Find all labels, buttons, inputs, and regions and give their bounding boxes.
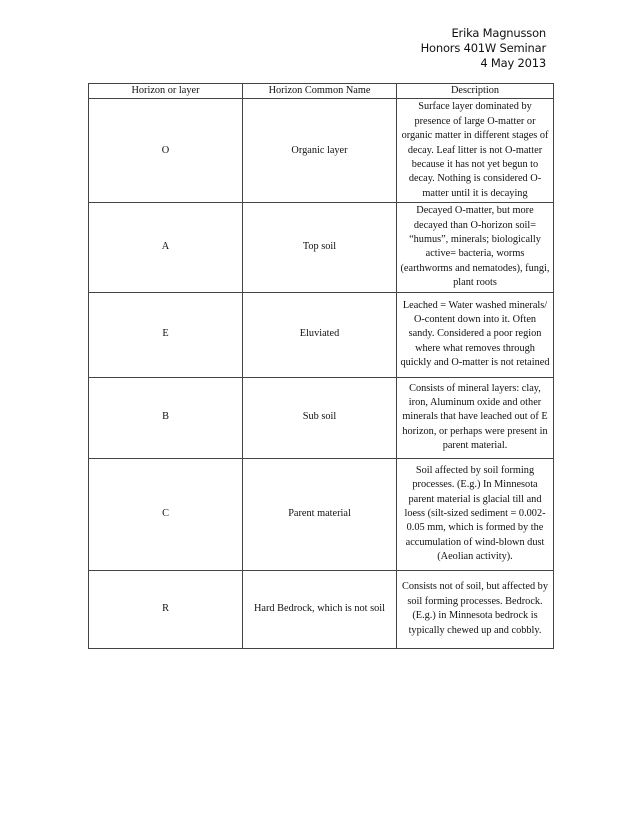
- course-name: Honors 401W Seminar: [420, 41, 546, 55]
- horizon-cell: A: [89, 203, 243, 292]
- description-cell: Consists not of soil, but affected by soil forming processes. Bedrock. (E.g.) in Minnesota bedrock is typically chewed up and cobbly.: [397, 570, 554, 648]
- description-cell: Consists of mineral layers: clay, iron, Aluminum oxide and other minerals that have leached out of E horizon, or perhaps were present in parent material.: [397, 377, 554, 458]
- column-header-common-name: Horizon Common Name: [243, 84, 397, 99]
- description-cell: Leached = Water washed minerals/ O-content down into it. Often sandy. Considered a poor region where what removes through quickly and O-matter is not retained: [397, 292, 554, 377]
- common-name-cell: Sub soil: [243, 377, 397, 458]
- horizon-cell: R: [89, 570, 243, 648]
- common-name-cell: Top soil: [243, 203, 397, 292]
- description-cell: Decayed O-matter, but more decayed than O-horizon soil= “humus”, minerals; biologically active= bacteria, worms (earthworms and nematodes), fungi, plant roots: [397, 203, 554, 292]
- table-row: [89, 292, 554, 377]
- column-header-description: Description: [397, 84, 554, 99]
- document-header: [421, 26, 546, 71]
- common-name-cell: Parent material: [243, 458, 397, 570]
- soil-horizons-table: [88, 83, 554, 649]
- horizon-cell: C: [89, 458, 243, 570]
- table-row: [89, 570, 554, 648]
- table-row: [89, 203, 554, 292]
- common-name-cell: Hard Bedrock, which is not soil: [243, 570, 397, 648]
- table-row: [89, 99, 554, 203]
- horizon-cell: E: [89, 292, 243, 377]
- description-cell: Soil affected by soil forming processes. (E.g.) In Minnesota parent material is glacial till and loess (silt-sized sediment = 0.002- 0.05 mm, which is formed by the accumulation of wind-blown dust (Aeolian activity).: [397, 458, 554, 570]
- horizon-cell: O: [89, 99, 243, 203]
- column-header-horizon: Horizon or layer: [89, 84, 243, 99]
- description-cell: Surface layer dominated by presence of large O-matter or organic matter in different stages of decay. Leaf litter is not O-matter because it has not yet begun to decay. Nothing is considered O-matter until it is decaying: [397, 99, 554, 203]
- table-header-row: [89, 84, 554, 99]
- horizon-cell: B: [89, 377, 243, 458]
- document-date: 4 May 2013: [480, 56, 546, 70]
- common-name-cell: Eluviated: [243, 292, 397, 377]
- table-row: [89, 377, 554, 458]
- common-name-cell: Organic layer: [243, 99, 397, 203]
- author-name: Erika Magnusson: [451, 26, 546, 40]
- table-row: [89, 458, 554, 570]
